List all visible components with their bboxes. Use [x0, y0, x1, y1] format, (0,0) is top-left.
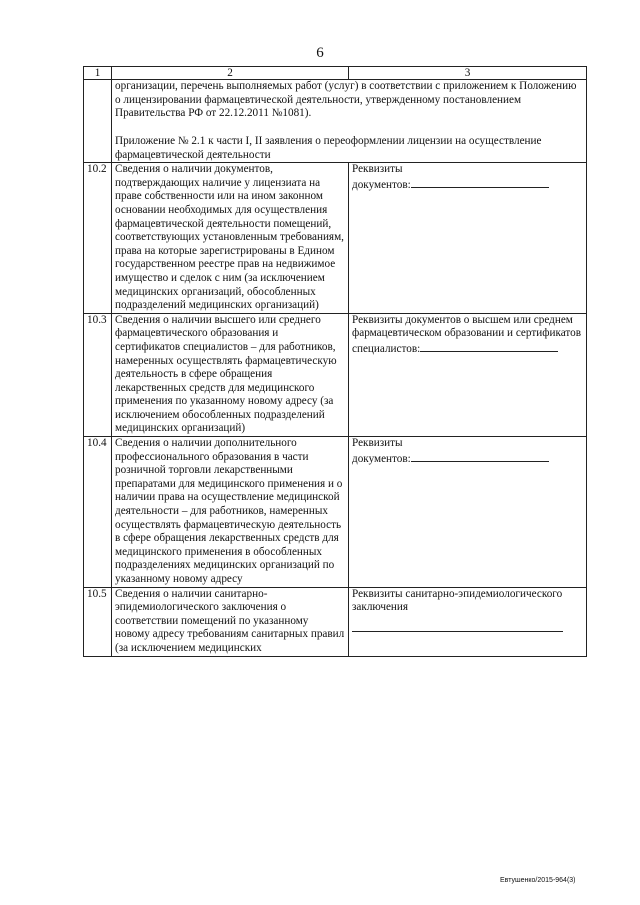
requisites-label: Реквизиты санитарно-эпидемиологического заключения: [352, 587, 563, 614]
fill-in-line[interactable]: [411, 451, 549, 462]
row-description: Сведения о наличии документов, подтверждающих наличие у лицензиата на праве собственности или на ином законном основании необходимых для осуществления фармацевтической деятельности помещений, соответствующих установленным требованиям, права на которые зарегистрированы в Едином государственном реестре прав на недвижимое имущество и сделок с ним (за исключением медицинских организаций, обособленных подразделений медицинских организаций): [112, 163, 349, 314]
table-row: [84, 163, 587, 314]
row-number: 10.5: [84, 587, 112, 656]
column-number-2: 2: [112, 67, 349, 80]
requisites-field[interactable]: [352, 341, 583, 357]
fill-in-line[interactable]: [411, 177, 549, 188]
table-row: [84, 587, 587, 656]
table-row: [84, 437, 587, 588]
continuation-row: [84, 80, 587, 163]
row-description: Сведения о наличии санитарно-эпидемиологического заключения о соответствии помещений по указанному новому адресу требованиям санитарных правил (за исключением медицинских: [112, 587, 349, 656]
table-row: [84, 313, 587, 436]
requisites-label: Реквизиты документов о высшем или среднем фармацевтическом образовании и сертификатов: [352, 313, 582, 340]
column-number-1: 1: [84, 67, 112, 80]
row-requisites: [349, 313, 587, 436]
requisites-field-label: специалистов:: [352, 342, 421, 355]
document-code: Евтушенко/2015-964(3): [500, 877, 576, 884]
requisites-field[interactable]: [352, 177, 583, 193]
requisites-field[interactable]: [352, 451, 583, 467]
requisites-field-label: документов:: [352, 452, 411, 465]
row-description: Сведения о наличии дополнительного профессионального образования в части розничной торговли лекарственными препаратами для медицинского применения и о наличии права на осуществление медицинской деятельности – для работников, намеренных осуществлять фармацевтическую деятельность в сфере обращения лекарственных средств для медицинского применения в обособленных подразделениях медицинских организаций по указанному новому адресу: [112, 437, 349, 588]
appendix-note: Приложение № 2.1 к части I, II заявления о переоформлении лицензии на осуществление фармацевтической деятельности: [115, 135, 542, 161]
continuation-text: организации, перечень выполняемых работ (услуг) в соответствии с приложением к Положению о лицензировании фармацевтической деятельности, утвержденному постановлением Правительства РФ от 22.12.2011 №1081).: [115, 80, 577, 120]
row-number: 10.2: [84, 163, 112, 314]
column-number-3: 3: [349, 67, 587, 80]
row-requisites: [349, 437, 587, 588]
fill-in-line[interactable]: [420, 341, 558, 352]
requisites-label: Реквизиты: [352, 437, 403, 450]
row-number: 10.4: [84, 437, 112, 588]
row-requisites: [349, 163, 587, 314]
fill-in-line[interactable]: [352, 631, 563, 632]
continuation-cell: [112, 80, 587, 163]
application-table: [83, 66, 587, 657]
page-number: 6: [316, 45, 324, 61]
row-requisites: [349, 587, 587, 656]
requisites-field-label: документов:: [352, 178, 411, 191]
row-number: 10.3: [84, 313, 112, 436]
requisites-label: Реквизиты: [352, 163, 403, 176]
row-description: Сведения о наличии высшего или среднего фармацевтического образования и сертификатов специалистов – для работников, намеренных осуществлять фармацевтическую деятельность в сфере обращения лекарственных средств для медицинского применения по указанному новому адресу (за исключением обособленных подразделений медицинских организаций): [112, 313, 349, 436]
table-header-row: [84, 67, 587, 80]
continuation-empty-cell: [84, 80, 112, 163]
